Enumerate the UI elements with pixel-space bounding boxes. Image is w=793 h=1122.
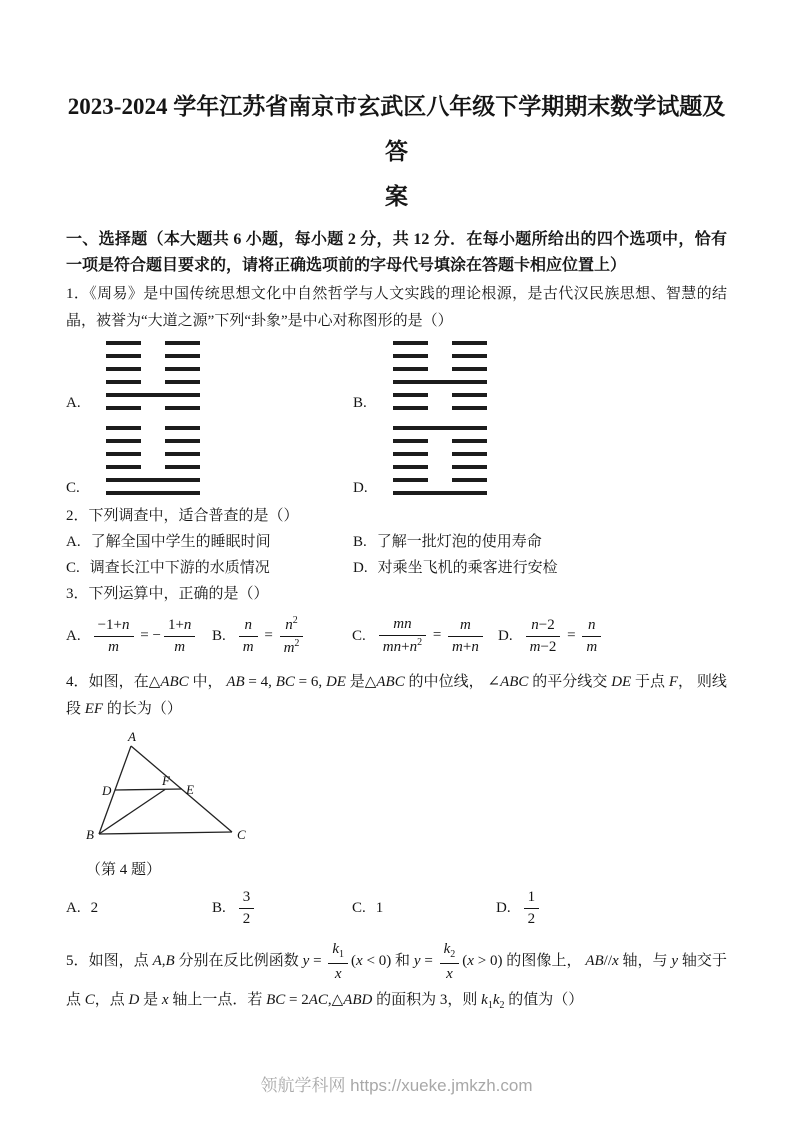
hexagram-bar: [106, 354, 141, 358]
math-text: 分别在反比例函数: [174, 953, 303, 970]
hexagram-bar: [106, 406, 141, 410]
math-text: 的长为（）: [103, 701, 182, 717]
fraction-denominator: [440, 963, 460, 984]
hexagram-line-broken: [106, 380, 200, 384]
vertex-label-c: C: [237, 827, 246, 842]
hexagram-bar: [452, 367, 487, 371]
math-text: 1: [527, 888, 536, 905]
point-label-f: F: [162, 773, 170, 788]
hexagram-bar: [393, 393, 428, 397]
math-variable: m: [242, 638, 254, 655]
hexagram-line-broken: [106, 354, 200, 358]
q2-option-d-label: D.: [353, 560, 368, 576]
page-content: [0, 84, 793, 1023]
hexagram-bar: [165, 439, 200, 443]
math-text: −2: [540, 638, 557, 655]
math-text: 1: [487, 1000, 493, 1012]
math-text: 中，: [188, 674, 227, 690]
fraction: [440, 940, 460, 983]
math-variable: k: [481, 992, 488, 1009]
hexagram-line-solid: [106, 393, 200, 397]
fraction-numerator: [239, 616, 258, 636]
hexagram-bar: [452, 452, 487, 456]
math-text: 1: [375, 899, 384, 916]
q4-option-b: [212, 888, 352, 929]
hexagram-bar: [393, 478, 428, 482]
math-text: 2: [527, 910, 536, 927]
fraction: [379, 615, 426, 657]
hexagram-line-solid: [393, 491, 487, 495]
hexagram-bar: [106, 439, 141, 443]
math-text: −1+: [97, 616, 123, 633]
math-text: 的面积为 3，则: [372, 992, 482, 1009]
point-label-d: D: [102, 783, 112, 798]
title-line-1: 2023-2024 学年江苏省南京市玄武区八年级下学期期末数学试题及答: [67, 94, 726, 164]
math-variable: m: [452, 638, 463, 655]
q2-option-c: [66, 555, 353, 581]
q4-options: [66, 882, 727, 934]
math-variable: m: [586, 638, 598, 655]
math-variable: AB: [585, 953, 604, 970]
hexagram-bar: [106, 426, 141, 430]
hexagram-bar: [165, 452, 200, 456]
math-text: //: [603, 953, 612, 970]
math-text: = 4,: [244, 674, 276, 690]
math-text: < 0) 和: [362, 953, 414, 970]
fraction-denominator: [164, 636, 195, 657]
hexagram-line-broken: [393, 354, 487, 358]
fraction: [280, 615, 304, 658]
q3-option-b-math: [236, 615, 307, 658]
math-text: −2: [538, 616, 555, 633]
math-variable: m: [529, 638, 541, 655]
hexagram-bar: [393, 439, 428, 443]
q3-options: [66, 607, 727, 665]
math-variable: n: [122, 616, 130, 633]
q3-stem: 3．下列运算中，正确的是（）: [66, 586, 269, 602]
math-text: 5．如图，点: [66, 953, 153, 970]
math-text: =: [563, 627, 580, 644]
hexagram-d-figure: [393, 426, 487, 495]
math-text: 的值为（）: [504, 992, 584, 1009]
q1-options: [66, 341, 727, 495]
hexagram-bar: [452, 393, 487, 397]
math-text: > 0) 的图像上，: [473, 953, 586, 970]
math-text: 轴交于点: [66, 953, 727, 1009]
fraction-numerator: [94, 616, 134, 636]
math-text: 2: [499, 1000, 505, 1012]
hexagram-bar: [165, 354, 200, 358]
hexagram-line-broken: [393, 452, 487, 456]
q2-option-a: [66, 529, 353, 555]
q5-stem: [66, 940, 727, 1023]
q2-option-a-label: A.: [66, 534, 81, 550]
hexagram-bar: [393, 406, 428, 410]
math-variable: A: [152, 953, 162, 970]
math-variable: AC: [308, 992, 328, 1009]
q3-option-a-math: [91, 616, 199, 657]
q1-option-c-label: C.: [66, 480, 80, 496]
q4-option-d-label: D.: [496, 900, 511, 916]
q4-option-c: [352, 900, 496, 917]
math-variable: x: [446, 965, 453, 982]
hexagram-bar: [393, 354, 428, 358]
hexagram-bar: [393, 367, 428, 371]
hexagram-bar: [393, 341, 428, 345]
fraction-denominator: [526, 636, 561, 657]
math-variable: ABC: [160, 674, 189, 690]
q3-option-b: [212, 615, 352, 658]
fraction-numerator: [440, 940, 460, 963]
fraction: [94, 616, 134, 657]
fraction-numerator: [526, 616, 561, 636]
math-variable: m: [460, 616, 471, 633]
math-variable: m: [174, 638, 186, 655]
hexagram-line-broken: [106, 406, 200, 410]
q3-option-c: [352, 615, 498, 657]
math-text: 3: [242, 888, 251, 905]
hexagram-bar: [165, 406, 200, 410]
q1-stem: 1．《周易》是中国传统思想文化中自然哲学与人文实践的理论根源，是古代汉民族思想、智慧的结晶，被誉为“大道之源”下列“卦象”是中心对称图形的是（）: [66, 286, 727, 329]
hexagram-bar: [165, 426, 200, 430]
math-text: 2: [294, 637, 300, 649]
hexagram-bar: [106, 341, 141, 345]
math-text: =: [420, 953, 437, 970]
q3-option-d: [498, 616, 727, 657]
midline-de: [115, 789, 182, 790]
math-variable: x: [467, 953, 474, 970]
hexagram-line-solid: [393, 380, 487, 384]
q1-option-a: [66, 341, 353, 410]
math-text: 2: [242, 910, 251, 927]
triangle-figure: [84, 729, 274, 851]
math-variable: C: [84, 992, 95, 1009]
hexagram-bar: [106, 491, 200, 495]
math-variable: n: [244, 616, 252, 633]
fraction: [526, 616, 561, 657]
math-variable: AB: [226, 674, 245, 690]
hexagram-bar: [165, 367, 200, 371]
q4-option-b-label: B.: [212, 900, 226, 916]
hexagram-line-broken: [106, 426, 200, 430]
math-text: (: [462, 953, 468, 970]
q2-option-c-label: C.: [66, 560, 80, 576]
hexagram-bar: [452, 354, 487, 358]
math-variable: n: [409, 639, 418, 655]
q3-option-d-math: [523, 616, 605, 657]
hexagram-bar: [106, 478, 200, 482]
math-variable: n: [531, 616, 539, 633]
fraction-numerator: [582, 616, 601, 636]
math-text: (: [351, 953, 357, 970]
hexagram-c-figure: [106, 426, 200, 495]
math-text: ,△: [327, 992, 344, 1009]
math-text: = 2: [285, 992, 309, 1009]
q3-option-c-label: C.: [352, 628, 366, 644]
hexagram-bar: [452, 478, 487, 482]
hexagram-line-broken: [106, 452, 200, 456]
q4-option-c-math: [376, 900, 384, 917]
hexagram-bar: [106, 393, 200, 397]
math-variable: y: [413, 953, 421, 970]
fraction-numerator: [239, 888, 255, 908]
math-text: 2: [450, 949, 456, 960]
math-text: 1+: [167, 616, 184, 633]
math-variable: y: [671, 953, 679, 970]
q3-option-a-label: A.: [66, 628, 81, 644]
math-text: 轴，与: [618, 953, 672, 970]
fraction-numerator: [448, 616, 483, 636]
q1-option-b-label: B.: [353, 395, 367, 411]
math-variable: x: [612, 953, 619, 970]
math-variable: k: [443, 941, 451, 957]
hexagram-line-broken: [106, 341, 200, 345]
math-text: +: [462, 638, 472, 655]
math-text: 是△: [345, 674, 377, 690]
vertex-label-b: B: [86, 827, 94, 842]
math-text: ，点: [94, 992, 129, 1009]
math-text: =: [309, 953, 326, 970]
math-variable: BC: [275, 674, 295, 690]
q2-stem: 2．下列调查中，适合普查的是（）: [66, 508, 299, 524]
math-text: +: [401, 639, 410, 655]
hexagram-bar: [393, 465, 428, 469]
q1-option-d: [353, 426, 727, 495]
fraction-numerator: [524, 888, 540, 908]
hexagram-line-solid: [106, 478, 200, 482]
math-variable: x: [334, 965, 342, 982]
math-variable: n: [588, 616, 596, 633]
fraction: [524, 888, 540, 929]
math-variable: F: [668, 674, 679, 690]
hexagram-line-broken: [393, 367, 487, 371]
hexagram-bar: [393, 491, 487, 495]
math-text: 轴上一点．若: [168, 992, 267, 1009]
math-text: 2: [417, 637, 423, 648]
math-text: 的平分线交: [528, 674, 612, 690]
fraction-numerator: [328, 940, 348, 963]
q1-option-b: [353, 341, 727, 410]
footer-watermark: [0, 1071, 793, 1096]
fraction-numerator: [280, 615, 304, 636]
page-title: [66, 84, 727, 219]
math-text: 4．如图，在△: [66, 674, 161, 690]
fraction-denominator: [582, 636, 601, 657]
math-variable: ABD: [343, 992, 373, 1009]
q2-option-c-text: 调查长江中下游的水质情况: [89, 560, 270, 576]
math-variable: n: [285, 616, 293, 633]
math-variable: DE: [611, 674, 632, 690]
math-variable: D: [128, 992, 140, 1009]
hexagram-bar: [106, 452, 141, 456]
fraction-denominator: [328, 963, 348, 984]
math-text: 1: [339, 949, 345, 960]
fraction: [448, 616, 483, 657]
math-variable: x: [161, 992, 169, 1009]
triangle-side-bc: [99, 832, 232, 834]
fraction-numerator: [379, 615, 426, 635]
q2-option-b: [353, 529, 727, 555]
math-variable: mn: [393, 616, 412, 633]
hexagram-line-solid: [393, 426, 487, 430]
math-text: ,: [161, 953, 166, 970]
title-line-2: 案: [385, 184, 408, 209]
math-text: 2: [90, 899, 99, 916]
math-text: =: [429, 627, 446, 644]
q2-options: [66, 529, 727, 581]
math-variable: EF: [84, 701, 104, 717]
hexagram-a-figure: [106, 341, 200, 410]
hexagram-bar: [165, 380, 200, 384]
q2-option-d-text: 对乘坐飞机的乘客进行安检: [377, 560, 558, 576]
hexagram-line-broken: [393, 393, 487, 397]
q4-option-a-label: A.: [66, 900, 81, 916]
hexagram-line-broken: [106, 439, 200, 443]
section-heading: 一、选择题（本大题共 6 小题，每小题 2 分，共 12 分．在每小题所给出的四个选项中，恰有一项是符合题目要求的，请将正确选项前的字母代号填涂在答题卡相应位置上）: [66, 231, 727, 274]
point-label-e: E: [186, 782, 194, 797]
fraction: [239, 616, 258, 657]
math-variable: k: [332, 941, 340, 957]
hexagram-line-broken: [393, 478, 487, 482]
fraction-denominator: [94, 636, 134, 657]
math-variable: ABC: [500, 674, 529, 690]
math-variable: x: [356, 953, 363, 970]
fraction-denominator: [448, 636, 483, 657]
q2-option-d: [353, 555, 727, 581]
vertex-label-a: A: [128, 729, 136, 744]
fraction: [582, 616, 601, 657]
hexagram-b-figure: [393, 341, 487, 410]
math-variable: n: [183, 616, 192, 633]
q4-figure-caption: （第 4 题）: [86, 862, 162, 878]
fraction-denominator: [379, 635, 426, 657]
q3-option-b-label: B.: [212, 628, 226, 644]
q4-figure-wrap: [84, 729, 727, 882]
fraction-denominator: [524, 908, 540, 929]
hexagram-line-broken: [106, 465, 200, 469]
hexagram-bar: [452, 439, 487, 443]
math-variable: DE: [325, 674, 346, 690]
math-variable: n: [471, 638, 479, 655]
hexagram-bar: [106, 465, 141, 469]
hexagram-bar: [165, 465, 200, 469]
math-text: 是: [139, 992, 162, 1009]
hexagram-bar: [165, 341, 200, 345]
q2-option-a-text: 了解全国中学生的睡眠时间: [90, 534, 271, 550]
hexagram-bar: [393, 380, 487, 384]
q3-option-c-math: [376, 615, 486, 657]
math-variable: y: [302, 953, 310, 970]
math-variable: mn: [382, 639, 402, 655]
q4-option-d: [496, 888, 727, 929]
math-variable: BC: [266, 992, 286, 1009]
fraction-denominator: [280, 636, 304, 658]
q2-option-b-text: 了解一批灯泡的使用寿命: [376, 534, 542, 550]
fraction-denominator: [239, 908, 255, 929]
math-variable: m: [283, 639, 295, 656]
q1-option-a-label: A.: [66, 395, 81, 411]
math-text: =: [260, 627, 277, 644]
fraction: [239, 888, 255, 929]
math-variable: m: [108, 638, 119, 655]
q2-option-b-label: B.: [353, 534, 367, 550]
math-variable: B: [165, 953, 175, 970]
fraction: [164, 616, 195, 657]
fraction-denominator: [239, 636, 258, 657]
hexagram-bar: [393, 452, 428, 456]
q1-option-d-label: D.: [353, 480, 368, 496]
hexagram-bar: [106, 367, 141, 371]
q4-option-d-math: [521, 888, 543, 929]
hexagram-line-broken: [393, 439, 487, 443]
math-text: 的中位线， ∠: [404, 674, 501, 690]
footer-link[interactable]: 领航学科网 https://xueke.jmkzh.com: [260, 1076, 533, 1095]
math-text: 2: [292, 614, 298, 626]
q4-option-a-math: [91, 900, 99, 917]
math-variable: ABC: [376, 674, 405, 690]
hexagram-bar: [106, 380, 141, 384]
fraction: [328, 940, 348, 983]
hexagram-line-broken: [393, 406, 487, 410]
hexagram-bar: [452, 341, 487, 345]
q4-stem: [66, 669, 727, 723]
math-variable: k: [492, 992, 500, 1009]
math-text: 于点: [631, 674, 669, 690]
hexagram-line-broken: [106, 367, 200, 371]
math-text: = 6,: [294, 674, 326, 690]
hexagram-bar: [393, 426, 487, 430]
hexagram-bar: [452, 406, 487, 410]
q4-option-a: [66, 900, 212, 917]
fraction-numerator: [164, 616, 195, 636]
hexagram-bar: [452, 465, 487, 469]
hexagram-line-broken: [393, 465, 487, 469]
q4-option-b-math: [236, 888, 258, 929]
q1-option-c: [66, 426, 353, 495]
hexagram-line-solid: [106, 491, 200, 495]
math-text: = −: [136, 627, 161, 644]
hexagram-line-broken: [393, 341, 487, 345]
q3-option-d-label: D.: [498, 628, 513, 644]
q4-option-c-label: C.: [352, 900, 366, 916]
math-text: ， 则线段: [66, 674, 727, 717]
q3-option-a: [66, 616, 212, 657]
